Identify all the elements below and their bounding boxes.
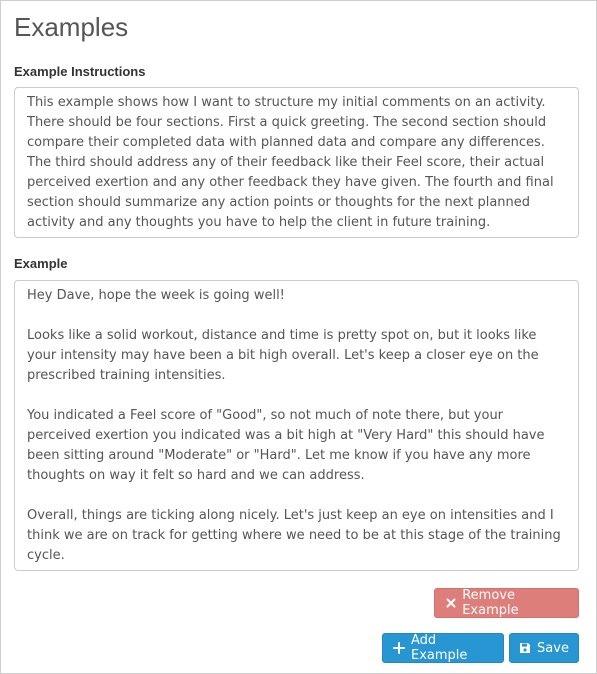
remove-example-button[interactable] [434,588,579,618]
floppy-disk-icon [519,642,531,654]
example-label: Example [14,256,68,271]
remove-example-label: Remove Example [462,588,519,618]
add-example-button[interactable] [382,633,504,663]
save-label: Save [537,640,569,656]
example-textarea[interactable]: Hey Dave, hope the week is going well! Looks like a solid workout, distance and time is pretty spot on, but it looks like your intensity may have been a bit high overall. Let's keep a closer eye on the prescribed training intensities. You indicated a Feel score of "Good", so not much of note there, but your perceived exertion you indicated was a bit high at "Very Hard" this should have been sitting around "Moderate" or "Hard". Let me know if you have any more thoughts on way it felt so hard and we can address. Overall, things are ticking along nicely. Let's just keep an eye on intensities and I think we are on track for getting where we need to be at this stage of the training cycle. [14,280,579,571]
instructions-textarea[interactable]: This example shows how I want to structure my initial comments on an activity. There should be four sections. First a quick greeting. The second section should compare their completed data with planned data and compare any differences. The third should address any of their feedback like their Feel score, their actual perceived exertion and any other feedback they have given. The fourth and final section should summarize any action points or thoughts for the next planned activity and any thoughts you have to help the client in future training. [14,87,579,238]
plus-icon [393,642,405,654]
page-title: Examples [14,12,129,42]
add-example-label: Add Example [411,633,468,663]
times-icon [445,597,456,609]
instructions-label: Example Instructions [14,64,146,79]
save-button[interactable] [509,633,579,663]
